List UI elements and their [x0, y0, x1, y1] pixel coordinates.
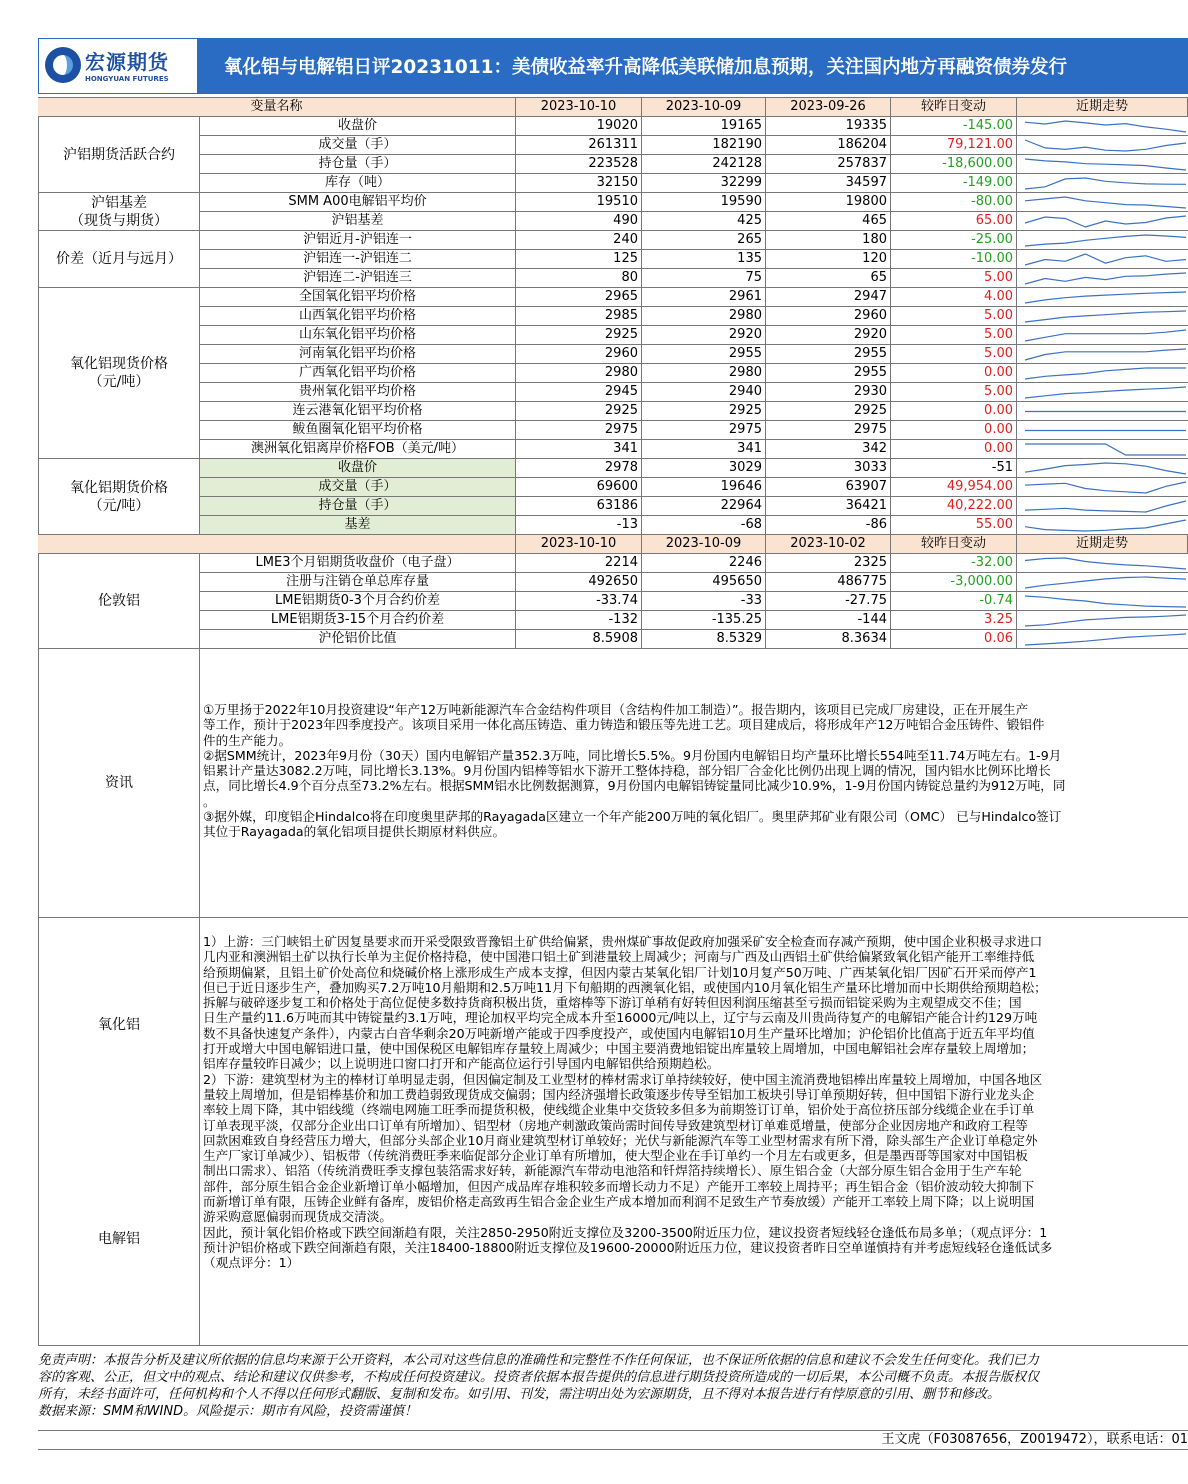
table-row-value-3: 120: [766, 250, 891, 269]
table-row-value-1: 2965: [516, 288, 642, 307]
logo-subtext: HONGYUAN FUTURES: [85, 75, 169, 83]
lme-row-change: 3.25: [891, 611, 1017, 630]
table-row-sparkline: [1017, 402, 1188, 421]
table-row-value-1: 2985: [516, 307, 642, 326]
table-row-change: 5.00: [891, 269, 1017, 288]
table-row-sparkline: [1017, 497, 1188, 516]
lme-row-sparkline: [1017, 611, 1188, 630]
lme-row-name: LME3个月铝期货收盘价（电子盘）: [200, 554, 516, 573]
sparkline-path: [1025, 634, 1186, 645]
table-row-name: 收盘价: [200, 117, 516, 136]
table-header-col-3: 2023-09-26: [766, 98, 891, 117]
table-row-name: 持仓量（手）: [200, 155, 516, 174]
table-row-value-3: 2920: [766, 326, 891, 345]
table-top-border: [38, 97, 1188, 98]
table-row-value-3: 2960: [766, 307, 891, 326]
sparkline-path: [1025, 235, 1186, 246]
lme-row-value-1: 2214: [516, 554, 642, 573]
table-header-col-1: 2023-10-10: [516, 98, 642, 117]
table-row-value-3: 19800: [766, 193, 891, 212]
table-row-name: 河南氧化铝平均价格: [200, 345, 516, 364]
table-row-change: 40,222.00: [891, 497, 1017, 516]
analysis-line: 量较上周增加，但是铝棒基价和加工费趋弱致现货成交偏弱；国内经济强增长政策逐步传导至铝加工板块引导订单预期好转，但中国铝下游行业龙头企: [203, 1086, 1035, 1102]
table-row-change: 49,954.00: [891, 478, 1017, 497]
table-row-value-2: 425: [642, 212, 766, 231]
table-row-sparkline: [1017, 383, 1188, 402]
table-row-change: 0.00: [891, 402, 1017, 421]
table-row-sparkline: [1017, 250, 1188, 269]
analysis-line: （观点评分：1）: [203, 1255, 300, 1271]
table-row-change: 0.00: [891, 440, 1017, 459]
category-2: 价差（近月与远月）: [38, 231, 200, 288]
category-3: 氧化铝现货价格 （元/吨）: [38, 288, 200, 459]
table-row-value-3: 2955: [766, 364, 891, 383]
table-row-value-2: 182190: [642, 136, 766, 155]
report-header: [38, 38, 1188, 94]
lme-row-value-2: -135.25: [642, 611, 766, 630]
analysis-line: 而新增订单有限，压铸企业鲜有备库，废铝价格走高致再生铝合金企业生产成本增加而利润不足致生产节奏放缓）产能开工率较上周下降；以上说明国: [203, 1194, 1035, 1210]
table-row-change: 5.00: [891, 383, 1017, 402]
table-row-value-3: 36421: [766, 497, 891, 516]
logo-text: 宏源期货: [85, 50, 169, 74]
sparkline-path: [1025, 520, 1186, 531]
table-row-change: 0.00: [891, 364, 1017, 383]
table-row-name: 贵州氧化铝平均价格: [200, 383, 516, 402]
table-row-value-3: 63907: [766, 478, 891, 497]
table-row-value-1: 2945: [516, 383, 642, 402]
table-row-value-2: 2925: [642, 402, 766, 421]
news-line: 件的生产能力。: [203, 732, 292, 748]
analysis-line: 拆解与破碎逐步复工和价格处于高位促使多数持货商积极出货，重熔棒等下游订单稍有好转但因利润压缩甚至亏损而铝锭采购为主观望成交不佳；国: [203, 995, 1022, 1011]
category-0: 沪铝期货活跃合约: [38, 117, 200, 193]
table-row-value-1: 19510: [516, 193, 642, 212]
analysis-line: 订单表现平淡，仅部分企业出口订单有所增加）、铝型材（房地产刺激政策尚需时间传导致建筑型材订单难觅增量，使部分企业因房地产和政府工程等: [203, 1117, 1028, 1133]
news-label: 资讯: [38, 648, 200, 918]
table-row-sparkline: [1017, 288, 1188, 307]
lme-row-change: 0.06: [891, 630, 1017, 649]
table-row-name: 成交量（手）: [200, 478, 516, 497]
table-row-sparkline: [1017, 231, 1188, 250]
table-row-value-2: 2940: [642, 383, 766, 402]
company-logo: [38, 38, 198, 94]
lme-row-value-3: 8.3634: [766, 630, 891, 649]
table-row-sparkline: [1017, 212, 1188, 231]
table-row-value-2: 2980: [642, 364, 766, 383]
report-title: 氧化铝与电解铝日评20231011：美债收益率升高降低美联储加息预期，关注国内地方再融资债券发行: [224, 57, 1067, 78]
sparkline-path: [1025, 368, 1186, 379]
news-section: [200, 648, 1188, 918]
lme-row-value-2: -33: [642, 592, 766, 611]
analysis-line: 但已于近日逐步生产，叠加购买7.2万吨10月船期和2.5万吨11月下旬船期的西澳氧化铝，或使国内10月氧化铝生产量环比增加而中长期供给预期趋松；: [203, 979, 1047, 995]
analysis-section: [200, 918, 1188, 1346]
analysis-line: 制出口需求）、铝箔（传统消费旺季支撑包装箔需求好转，新能源汽车带动电池箔和钎焊箔持续增长）、原生铝合金（大部分原生铝合金用于生产车轮: [203, 1163, 1022, 1179]
table-row-value-1: 19020: [516, 117, 642, 136]
table-row-sparkline: [1017, 269, 1188, 288]
analysis-line: 日生产量约11.6万吨而其中铸锭量约3.1万吨，理论加权平均完全成本升至16000元/吨以上，辽宁与云南及川贵尚待复产的电解铝产能合计约129万吨: [203, 1010, 1038, 1026]
table-row-value-1: 223528: [516, 155, 642, 174]
disclaimer-line: 数据来源：SMM和WIND。风险提示：期市有风险，投资需谨慎！: [38, 1404, 418, 1419]
table-row-name: 鲅鱼圈氧化铝平均价格: [200, 421, 516, 440]
sparkline-path: [1025, 273, 1186, 284]
lme-row-value-3: 2325: [766, 554, 891, 573]
table-row-value-3: 186204: [766, 136, 891, 155]
analysis-line: 数不具备快速复产条件），内蒙古白音华剩余20万吨新增产能或于四季度投产，或使国内电解铝10月生产量环比增加；沪伦铝价比值高于近五年平均值: [203, 1025, 1035, 1041]
table-row-value-1: 80: [516, 269, 642, 288]
lme-header-col-2: 2023-10-09: [642, 535, 766, 554]
lme-header-col-3: 2023-10-02: [766, 535, 891, 554]
table-row-change: -145.00: [891, 117, 1017, 136]
table-row-value-2: 135: [642, 250, 766, 269]
lme-row-sparkline: [1017, 554, 1188, 573]
sparkline-path: [1025, 216, 1186, 227]
sparkline-path: [1025, 596, 1186, 607]
table-row-change: -18,600.00: [891, 155, 1017, 174]
table-row-name: 山东氧化铝平均价格: [200, 326, 516, 345]
table-row-name: 收盘价: [200, 459, 516, 478]
table-row-value-2: 19590: [642, 193, 766, 212]
table-row-sparkline: [1017, 345, 1188, 364]
table-row-sparkline: [1017, 459, 1188, 478]
table-row-value-2: 265: [642, 231, 766, 250]
category-4: 氧化铝期货价格 （元/吨）: [38, 459, 200, 535]
table-row-value-3: 180: [766, 231, 891, 250]
table-row-value-3: 19335: [766, 117, 891, 136]
lme-row-value-3: -27.75: [766, 592, 891, 611]
table-row-value-1: 341: [516, 440, 642, 459]
table-row-change: 5.00: [891, 326, 1017, 345]
table-row-name: 沪铝近月-沪铝连一: [200, 231, 516, 250]
table-row-name: 沪铝连二-沪铝连三: [200, 269, 516, 288]
analysis-line: 给预期偏紧，且铝土矿价处高位和烧碱价格上涨形成生产成本支撑，但因内蒙古某氧化铝厂计划10月复产50万吨、广西某氧化铝厂因矿石开采而停产1: [203, 964, 1037, 980]
lme-row-name: 沪伦铝价比值: [200, 630, 516, 649]
table-row-sparkline: [1017, 421, 1188, 440]
table-row-name: 连云港氧化铝平均价格: [200, 402, 516, 421]
table-row-change: -25.00: [891, 231, 1017, 250]
lme-row-change: -32.00: [891, 554, 1017, 573]
sparkline-path: [1025, 178, 1186, 189]
lme-row-value-1: 8.5908: [516, 630, 642, 649]
lme-header-col-4: 较昨日变动: [891, 535, 1017, 554]
lme-row-name: LME铝期货0-3个月合约价差: [200, 592, 516, 611]
disclaimer-line: 容的客观、公正，但文中的观点、结论和建议仅供参考，不构成任何投资建议。投资者依据本报告提供的信息进行期货投资所造成的一切后果，本公司概不负责。本报告版权仅: [38, 1370, 1040, 1385]
table-row-sparkline: [1017, 478, 1188, 497]
table-row-value-1: 2925: [516, 326, 642, 345]
table-row-value-2: 75: [642, 269, 766, 288]
table-row-name: 成交量（手）: [200, 136, 516, 155]
table-row-change: -51: [891, 459, 1017, 478]
sparkline-path: [1025, 121, 1186, 132]
table-row-value-3: 257837: [766, 155, 891, 174]
analysis-line: 因此，预计氧化铝价格或下跌空间渐趋有限，关注2850-2950附近支撑位及3200-3500附近压力位，建议投资者短线轻仓逢低布局多单；（观点评分：1: [203, 1224, 1048, 1240]
table-row-sparkline: [1017, 364, 1188, 383]
lme-row-value-1: 492650: [516, 573, 642, 592]
lme-header-col-5: 近期走势: [1017, 535, 1188, 554]
table-row-sparkline: [1017, 193, 1188, 212]
sparkline-path: [1025, 463, 1186, 474]
table-header-col-4: 较昨日变动: [891, 98, 1017, 117]
news-line: 点，同比增长4.9个百分点至73.2%左右。根据SMM铝水比例数据测算，9月份国内电解铝铸锭量同比减少10.9%，1-9月份国内铸锭总量约为912万吨，同: [203, 778, 1066, 794]
table-row-sparkline: [1017, 155, 1188, 174]
table-row-name: 山西氧化铝平均价格: [200, 307, 516, 326]
lme-row-sparkline: [1017, 573, 1188, 592]
sparkline-path: [1025, 558, 1186, 569]
table-row-value-1: 261311: [516, 136, 642, 155]
lme-row-name: 注册与注销仓单总库存量: [200, 573, 516, 592]
analyst-contact: 王文虎（F03087656，Z0019472），联系电话：01: [38, 1430, 1188, 1450]
table-row-change: 55.00: [891, 516, 1017, 535]
lme-row-value-3: -144: [766, 611, 891, 630]
lme-header-col-1: 2023-10-10: [516, 535, 642, 554]
table-row-value-3: 3033: [766, 459, 891, 478]
table-row-value-2: -68: [642, 516, 766, 535]
news-line: 铝累计产量达3082.2万吨，同比增长3.13%。9月份国内铝棒等铝水下游开工整体持稳，部分铝厂合金化比例仍出现上调的情况，国内铝水比例环比增长: [203, 763, 1051, 779]
table-row-value-1: 2925: [516, 402, 642, 421]
table-row-sparkline: [1017, 136, 1188, 155]
sparkline-path: [1025, 197, 1186, 208]
table-row-name: 澳洲氧化铝离岸价格FOB（美元/吨）: [200, 440, 516, 459]
analysis-line: 回款困难致自身经营压力增大，但部分头部企业10月商业建筑型材订单较好；光伏与新能源汽车等工业型材需求有所下滑，除头部生产企业订单稳定外: [203, 1132, 1038, 1148]
lme-row-sparkline: [1017, 630, 1188, 649]
news-line: 等工作，预计于2023年四季度投产。该项目采用一体化高压铸造、重力铸造和锻压等先进工艺。项目建成后，将形成年产12万吨铝合金压铸件、锻铝件: [203, 717, 1045, 733]
table-row-name: 基差: [200, 516, 516, 535]
table-row-name: 沪铝连一-沪铝连二: [200, 250, 516, 269]
table-row-value-1: 2960: [516, 345, 642, 364]
sparkline-path: [1025, 311, 1186, 322]
table-row-value-2: 2955: [642, 345, 766, 364]
table-header-variable: 变量名称: [38, 98, 516, 117]
table-row-value-3: 34597: [766, 174, 891, 193]
sparkline-path: [1025, 254, 1186, 265]
lme-row-value-3: 486775: [766, 573, 891, 592]
sparkline-path: [1025, 140, 1186, 151]
table-row-change: 65.00: [891, 212, 1017, 231]
table-row-value-3: 65: [766, 269, 891, 288]
news-line: 其位于Rayagada的氧化铝项目提供长期原材料供应。: [203, 824, 506, 840]
table-row-name: 持仓量（手）: [200, 497, 516, 516]
news-line: ①万里扬于2022年10月投资建设“年产12万吨新能源汽车合金结构件项目（含结构件加工制造）”。报告期内，该项目已完成厂房建设，正在开展生产: [203, 702, 1029, 717]
table-row-change: 5.00: [891, 345, 1017, 364]
sparkline-path: [1025, 577, 1186, 588]
analysis-line: 1）上游：三门峡铝土矿因复垦要求而开采受限致晋豫铝土矿供给偏紧，贵州煤矿事故促政府加强采矿安全检查而存减产预期，使中国企业积极寻求进口: [203, 934, 1043, 949]
table-row-value-1: 63186: [516, 497, 642, 516]
lme-row-name: LME铝期货3-15个月合约价差: [200, 611, 516, 630]
table-header-col-2: 2023-10-09: [642, 98, 766, 117]
table-row-value-1: 490: [516, 212, 642, 231]
analysis-line: 生产厂家订单减少）、铝板带（传统消费旺季来临促部分企业订单有所增加，使大型企业在手订单约一个月左右或更多，但是墨西哥等国家对中国铝板: [203, 1148, 1028, 1164]
table-row-value-3: 2930: [766, 383, 891, 402]
category-1: 沪铝基差 （现货与期货）: [38, 193, 200, 231]
sparkline-path: [1025, 349, 1186, 360]
analysis-line: 几内亚和澳洲铝土矿以执行长单为主促价格持稳，使中国港口铝土矿到港量较上周减少；河南与广西及山西铝土矿供给偏紧致氧化铝产能开工率维持低: [203, 949, 1035, 965]
table-row-value-1: 2980: [516, 364, 642, 383]
lme-row-value-2: 495650: [642, 573, 766, 592]
analysis-line: 打开或增大中国电解铝进口量，使中国保税区电解铝库存量较上周减少；中国主要消费地铝锭出库量较上周增加，中国电解铝社会库存量较上周增加；: [203, 1041, 1035, 1057]
table-row-change: -80.00: [891, 193, 1017, 212]
table-row-value-1: -13: [516, 516, 642, 535]
table-row-change: -10.00: [891, 250, 1017, 269]
table-row-value-3: 2955: [766, 345, 891, 364]
table-row-sparkline: [1017, 440, 1188, 459]
table-row-value-2: 19646: [642, 478, 766, 497]
analysis-line: 游采购意愿偏弱而现货成交清淡。: [203, 1209, 392, 1225]
sparkline-path: [1025, 615, 1186, 626]
logo-mark-icon: [45, 47, 81, 83]
table-row-change: -149.00: [891, 174, 1017, 193]
table-row-sparkline: [1017, 174, 1188, 193]
table-row-value-1: 69600: [516, 478, 642, 497]
table-row-name: 库存（吨）: [200, 174, 516, 193]
analysis-label-alumina: 氧化铝: [38, 918, 200, 1132]
table-row-value-3: 2925: [766, 402, 891, 421]
category-lme: 伦敦铝: [38, 554, 200, 649]
table-row-value-2: 3029: [642, 459, 766, 478]
table-row-name: 沪铝基差: [200, 212, 516, 231]
table-row-value-2: 2975: [642, 421, 766, 440]
table-row-name: 广西氧化铝平均价格: [200, 364, 516, 383]
sparkline-path: [1025, 292, 1186, 303]
table-row-sparkline: [1017, 326, 1188, 345]
table-row-value-3: -86: [766, 516, 891, 535]
table-row-value-1: 2978: [516, 459, 642, 478]
sparkline-path: [1025, 482, 1186, 493]
lme-row-value-1: -132: [516, 611, 642, 630]
table-row-value-1: 125: [516, 250, 642, 269]
table-row-value-1: 2975: [516, 421, 642, 440]
analysis-line: 预计沪铝价格或下跌空间渐趋有限，关注18400-18800附近支撑位及19600-20000附近压力位，建议投资者昨日空单谨慎持有并考虑短线轻仓逢低试多: [203, 1239, 1053, 1255]
table-row-sparkline: [1017, 307, 1188, 326]
table-row-value-3: 465: [766, 212, 891, 231]
lme-row-value-1: -33.74: [516, 592, 642, 611]
table-row-value-2: 2980: [642, 307, 766, 326]
table-row-value-2: 32299: [642, 174, 766, 193]
table-row-change: 4.00: [891, 288, 1017, 307]
table-row-value-1: 240: [516, 231, 642, 250]
table-row-value-1: 32150: [516, 174, 642, 193]
disclaimer-line: 免责声明：本报告分析及建议所依据的信息均来源于公开资料，本公司对这些信息的准确性和完整性不作任何保证，也不保证所依据的信息和建议不会发生任何变化。我们已力: [38, 1353, 1040, 1368]
news-line: ②据SMM统计，2023年9月份（30天）国内电解铝产量352.3万吨，同比增长5.5%。9月份国内电解铝日均产量环比增长554吨至11.74万吨左右。1-9月: [203, 747, 1062, 763]
table-row-value-3: 2975: [766, 421, 891, 440]
table-row-change: 79,121.00: [891, 136, 1017, 155]
table-header-col-5: 近期走势: [1017, 98, 1188, 117]
lme-row-change: -0.74: [891, 592, 1017, 611]
sparkline-path: [1025, 330, 1186, 341]
disclaimer-line: 所有，未经书面许可，任何机构和个人不得以任何形式翻版、复制和发布。如引用、刊发，需注明出处为宏源期货，且不得对本报告进行有悖原意的引用、删节和修改。: [38, 1387, 1001, 1402]
analysis-line: 2）下游：建筑型材为主的棒材订单明显走弱，但因偏定制及工业型材的棒材需求订单持续较好，使中国主流消费地铝棒出库量较上周增加，中国各地区: [203, 1071, 1043, 1087]
sparkline-path: [1025, 159, 1186, 170]
lme-row-value-2: 8.5329: [642, 630, 766, 649]
lme-row-value-2: 2246: [642, 554, 766, 573]
table-row-change: 0.00: [891, 421, 1017, 440]
analysis-line: 铝库存量较昨日减少；以上说明进口窗口打开和产能高位运行引导国内电解铝供给预期趋松。: [203, 1056, 720, 1072]
table-row-value-2: 242128: [642, 155, 766, 174]
disclaimer: [38, 1352, 1188, 1420]
sparkline-path: [1025, 501, 1186, 512]
table-row-name: SMM A00电解铝平均价: [200, 193, 516, 212]
table-row-value-3: 2947: [766, 288, 891, 307]
table-row-sparkline: [1017, 117, 1188, 136]
table-row-value-2: 22964: [642, 497, 766, 516]
sparkline-path: [1025, 387, 1186, 398]
table-row-value-2: 19165: [642, 117, 766, 136]
news-line: 。: [203, 793, 216, 809]
lme-row-sparkline: [1017, 592, 1188, 611]
analysis-line: 率较上周下降，其中铝线缆（终端电网施工旺季而提货积极，使线缆企业集中交货较多但多为前期签订订单，铝价处于高位挤压部分线缆企业在手订单: [203, 1102, 1035, 1118]
lme-row-change: -3,000.00: [891, 573, 1017, 592]
news-line: ③据外媒，印度铝企Hindalco将在印度奥里萨邦的Rayagada区建立一个年产能200万吨的氧化铝厂。奥里萨邦矿业有限公司（OMC） 已与Hindalco签订: [203, 809, 1062, 825]
table-row-value-2: 2961: [642, 288, 766, 307]
table-row-name: 全国氧化铝平均价格: [200, 288, 516, 307]
analysis-label-aluminum: 电解铝: [38, 1132, 200, 1346]
table-row-value-3: 342: [766, 440, 891, 459]
table-row-value-2: 2920: [642, 326, 766, 345]
table-row-sparkline: [1017, 516, 1188, 535]
analysis-line: 部件，部分原生铝合金企业新增订单小幅增加，但因产成品库存堆积较多而增长动力不足）产能开工率较上周持平；再生铝合金（铝价波动较大抑制下: [203, 1178, 1035, 1194]
sparkline-path: [1025, 444, 1186, 455]
table-row-value-2: 341: [642, 440, 766, 459]
lme-header-blank: [38, 535, 516, 554]
table-row-change: 5.00: [891, 307, 1017, 326]
